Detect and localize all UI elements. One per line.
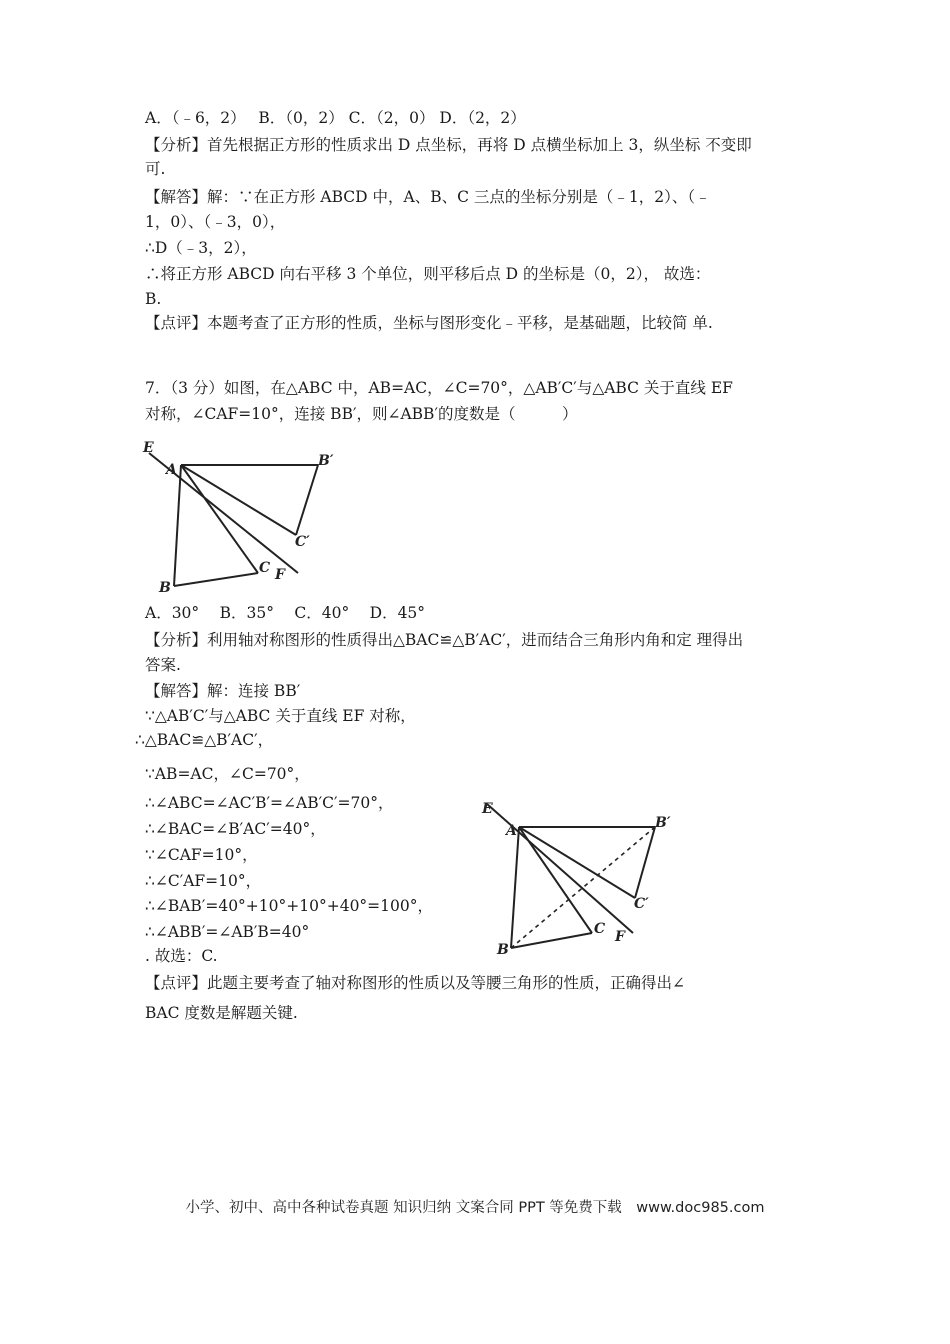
segment-bc — [511, 933, 592, 948]
label-e: E — [143, 440, 154, 456]
q7-step: ∴∠BAC=∠B′AC′=40°， — [145, 820, 326, 838]
q7-step: ∴∠ABC=∠AC′B′=∠AB′C′=70°， — [145, 794, 394, 812]
segment-ab — [174, 465, 181, 586]
q7-stem-line-2: 对称，∠CAF=10°，连接 BB′，则∠ABB′的度数是（ ） — [145, 405, 578, 423]
q6-analysis-line-2: 可. — [145, 160, 166, 178]
q7-step: ∵∠CAF=10°， — [145, 846, 258, 864]
segment-b-prime-c-prime — [296, 465, 318, 535]
label-c-prime: C′ — [295, 534, 310, 550]
label-f: F — [615, 929, 625, 945]
page-footer: 小学、初中、高中各种试卷真题 知识归纳 文案合同 PPT 等免费下载 www.doc985.com — [185, 1200, 765, 1216]
label-a: A — [506, 823, 517, 839]
q7-step: ∴∠ABB′=∠AB′B=40° — [145, 923, 310, 941]
label-b: B — [159, 580, 171, 596]
q7-comment-line-1: 【点评】此题主要考查了轴对称图形的性质以及等腰三角形的性质，正确得出∠ — [145, 974, 685, 992]
segment-a-c-prime — [519, 827, 635, 898]
q6-answer-line-4: ∴将正方形 ABCD 向右平移 3 个单位，则平移后点 D 的坐标是（0，2）， 故选： — [145, 265, 711, 283]
q6-answer-line-1: 【解答】解：∵在正方形 ABCD 中，A、B、C 三点的坐标分别是（﹣1，2）、（﹣ — [145, 188, 711, 206]
label-c: C — [259, 560, 271, 576]
q7-solution-figure — [478, 797, 678, 962]
q6-options: A．（﹣6，2） B．（0，2） C．（2，0） D．（2，2） — [145, 109, 526, 127]
q7-step: . 故选：C. — [145, 947, 218, 965]
q7-step: ∴∠BAB′=40°+10°+10°+40°=100°， — [145, 897, 434, 915]
q6-comment: 【点评】本题考查了正方形的性质，坐标与图形变化﹣平移，是基础题，比较简 单. — [145, 314, 713, 332]
label-b-prime: B′ — [655, 815, 671, 831]
q7-step: ∵AB=AC，∠C=70°， — [145, 765, 310, 783]
segment-ab — [511, 827, 519, 948]
q7-stem-line-1: 7．（3 分）如图，在△ABC 中，AB=AC，∠C=70°，△AB′C′与△ABC 关于直线 EF — [145, 379, 733, 397]
q7-analysis-line-1: 【分析】利用轴对称图形的性质得出△BAC≌△B′AC′，进而结合三角形内角和定 理得出 — [145, 631, 744, 649]
q7-comment-line-2: BAC 度数是解题关键. — [145, 1004, 298, 1022]
label-c-prime: C′ — [634, 896, 649, 912]
label-a: A — [166, 462, 177, 478]
q7-answer-header: 【解答】解：连接 BB′ — [145, 682, 301, 700]
q7-analysis-line-2: 答案. — [145, 656, 181, 674]
q7-options: A．30° B．35° C．40° D．45° — [145, 604, 426, 622]
q7-step: ∴∠C′AF=10°， — [145, 872, 262, 890]
segment-ac — [181, 465, 258, 573]
segment-ac — [519, 827, 592, 933]
segment-b-prime-c-prime — [635, 827, 655, 898]
label-f: F — [275, 567, 285, 583]
label-c: C — [594, 921, 606, 937]
label-b: B — [497, 942, 509, 958]
segment-bc — [174, 573, 258, 586]
q6-analysis-line-1: 【分析】首先根据正方形的性质求出 D 点坐标，再将 D 点横坐标加上 3，纵坐标 不变即 — [145, 136, 752, 154]
label-e: E — [482, 801, 493, 817]
q7-step: ∵△AB′C′与△ABC 关于直线 EF 对称， — [145, 707, 416, 725]
q6-answer-line-3: ∴D（﹣3，2）， — [145, 239, 257, 257]
q6-answer-line-5: B. — [145, 290, 162, 308]
q7-figure — [140, 436, 334, 601]
q6-answer-line-2: 1，0）、（﹣3，0）， — [145, 213, 286, 231]
q7-step: ∴△BAC≌△B′AC′， — [135, 731, 274, 749]
label-b-prime: B′ — [318, 453, 334, 469]
